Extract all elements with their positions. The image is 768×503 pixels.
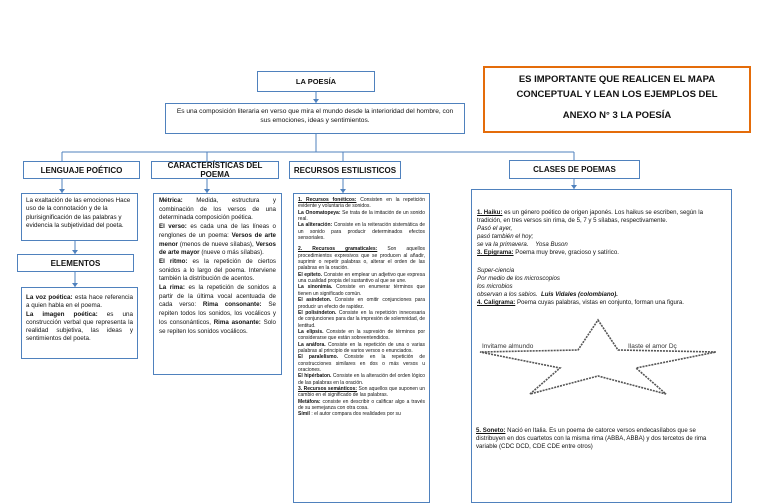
voz-item bbox=[26, 294, 133, 311]
title-text: LA POESÍA bbox=[295, 77, 337, 86]
hiperbaton-term: El hipérbaton. bbox=[298, 373, 332, 380]
simil-item bbox=[298, 411, 425, 417]
elementos-box bbox=[21, 287, 138, 359]
epigrama-author: Luis Vidales (colombiano). bbox=[541, 290, 619, 298]
onomatopeya-text: Se trata de la imitación de un sonido real. bbox=[298, 209, 425, 223]
header-clases bbox=[509, 160, 640, 179]
onomatopeya-item bbox=[298, 210, 425, 223]
epigrama-item bbox=[477, 249, 726, 257]
rima-text: es la repetición de sonidos a partir de la última vocal acentuada de cada verso: bbox=[159, 284, 276, 309]
haiku-text: es un género poético de origen japonés. Los haikus se escriben, según la tradición, en tres versos sin rima, de 5, 7 y 5 sílabas, respectivamente. bbox=[477, 209, 703, 225]
lenguaje-box bbox=[21, 193, 138, 241]
note-line-1: ES IMPORTANTE QUE REALICEN EL MAPA bbox=[518, 74, 716, 85]
semanticos-term: 3. Recursos semánticos: bbox=[298, 385, 358, 392]
caligrama-item bbox=[477, 299, 726, 307]
voz-term: La voz poética: bbox=[26, 294, 73, 301]
caligrama-term: 4. Caligrama: bbox=[477, 298, 516, 306]
asindeton-text: Consiste en omitir conjunciones para producir un efecto de rapidez. bbox=[298, 297, 425, 310]
ritmo-term: El ritmo: bbox=[159, 257, 188, 265]
aliteracion-item bbox=[298, 222, 425, 241]
star-outline bbox=[480, 320, 716, 394]
imagen-text: es una construcción verbal que representa la realidad subjetiva, las ideas y sentimientos del poeta. bbox=[26, 310, 133, 343]
polisindeton-item bbox=[298, 310, 425, 329]
lenguaje-text: La exaltación de las emociones Hace uso de la connotación y de la plurisignificación de las palabras y evidencia la subjetividad del poeta. bbox=[26, 197, 131, 229]
header-clases-text: CLASES DE POEMAS bbox=[533, 165, 616, 174]
gramaticales-term: 2. Recursos gramaticales: bbox=[298, 246, 378, 253]
star-text-left: Invitame almundo bbox=[482, 343, 534, 350]
rima-item bbox=[159, 284, 276, 336]
haiku-example-2: pasó también el hoy; bbox=[477, 233, 534, 241]
sinonimia-text: Consiste en enumerar términos que tienen un significado común. bbox=[298, 284, 426, 297]
caracteristicas-box bbox=[153, 193, 282, 375]
epiteto-term: El epíteto. bbox=[298, 271, 323, 278]
star-text-right: Ilaste el amor Dç bbox=[628, 343, 677, 350]
voz-text: esta hace referencia a quien habla en el poema. bbox=[26, 294, 133, 310]
haiku-example-3: se va la primavera. bbox=[477, 241, 529, 249]
consonante-term: Rima consonante: bbox=[202, 301, 262, 309]
note-line-3: ANEXO N° 3 LA POESÍA bbox=[562, 110, 672, 121]
definition-text: Es una composición literaria en verso que mira el mundo desde la interioridad del hombre, con sus emociones, ideas y sentimientos. bbox=[176, 108, 454, 124]
header-elementos-text: ELEMENTOS bbox=[50, 258, 101, 268]
rima-term: La rima: bbox=[159, 284, 185, 292]
epigrama-example-2: Por medio de los microscopios bbox=[477, 274, 560, 282]
verso-text: es cada una de las líneas o renglones de un poema: bbox=[159, 223, 277, 239]
verso-mayor-term: Versos de arte mayor bbox=[159, 240, 276, 257]
sinonimia-term: La sinonimia. bbox=[298, 284, 333, 291]
header-caracteristicas bbox=[151, 161, 279, 179]
haiku-term: 1. Haiku: bbox=[477, 209, 503, 216]
asindeton-term: El asíndeton. bbox=[298, 297, 332, 304]
fonicos-item bbox=[298, 197, 425, 210]
haiku-author: Yosa Buson bbox=[535, 241, 568, 249]
asonante-text: Solo se repiten los sonidos vocálicos. bbox=[159, 318, 276, 335]
header-recursos-text: RECURSOS ESTILISTICOS bbox=[293, 165, 397, 175]
semanticos-item bbox=[298, 386, 425, 399]
aliteracion-text: Consiste en la reiteración sistemática de un sonido para producir determinados efectos sensoriales. bbox=[298, 222, 426, 242]
fonicos-term: 1. Recursos fonéticos: bbox=[298, 197, 357, 203]
recursos-box bbox=[293, 193, 430, 503]
hiperbaton-text: Consiste en la alteración del orden lógico de las palabras en la oración. bbox=[298, 373, 425, 386]
instruction-note bbox=[483, 66, 751, 133]
title-box bbox=[257, 71, 375, 92]
paralelismo-term: El paralelismo. bbox=[298, 354, 339, 361]
metrica-term: Métrica: bbox=[159, 197, 183, 204]
simil-text: : el autor compara dos realidades por su bbox=[309, 411, 401, 418]
metafora-term: Metáfora: bbox=[298, 398, 321, 405]
anafora-item bbox=[298, 342, 425, 355]
imagen-term: La imagen poética: bbox=[26, 310, 98, 318]
soneto-term: 5. Soneto: bbox=[476, 427, 506, 434]
caligrama-text: Poema cuyas palabras, vistas en conjunto, forman una figura. bbox=[515, 298, 684, 306]
verso-menor-term: Versos de arte menor bbox=[159, 231, 276, 248]
elipsis-item bbox=[298, 329, 425, 342]
verso-menor-text: (menos de nueve sílabas), bbox=[177, 240, 256, 248]
metafora-text: consiste en describir o calificar algo a través de su semejanza con otra cosa. bbox=[298, 398, 425, 411]
header-recursos bbox=[289, 161, 401, 179]
verso-mayor-text: (nueve o más sílabas). bbox=[199, 249, 264, 257]
epigrama-example-4-row bbox=[477, 291, 726, 299]
header-caracteristicas-text: CARACTERÍSTICAS DEL POEMA bbox=[167, 161, 263, 179]
epigrama-text: Poema muy breve, gracioso y satírico. bbox=[513, 249, 619, 257]
ritmo-item bbox=[159, 258, 276, 284]
epigrama-example-4: observan a los sabios. bbox=[477, 290, 538, 298]
fonicos-text: Consisten en la repetición evidente y voluntaria de sonidos. bbox=[298, 197, 425, 210]
epigrama-term: 3. Epigrama: bbox=[477, 249, 514, 257]
verso-item bbox=[159, 223, 276, 258]
definition-box bbox=[165, 103, 465, 134]
polisindeton-term: El polisíndeton. bbox=[298, 309, 337, 316]
haiku-example-1: Pasó el ayer, bbox=[477, 225, 513, 233]
onomatopeya-term: La Onomatopeya: bbox=[298, 209, 341, 216]
aliteracion-term: La aliteración: bbox=[298, 222, 333, 229]
elipsis-text: Consiste en la supresión de términos por considerarse que están sobreentendidos. bbox=[298, 328, 425, 342]
epiteto-text: Consiste en emplear un adjetivo que expresa una cualidad propia del sustantivo al que se une. bbox=[298, 271, 425, 285]
anafora-term: La anáfora. bbox=[298, 341, 326, 348]
metrica-text: Medida, estructura y combinación de los versos de una determinada composición poética. bbox=[159, 197, 276, 222]
soneto-item bbox=[476, 427, 726, 451]
consonante-text: Se repiten todos los sonidos, los vocálicos y los consonánticos, bbox=[159, 301, 276, 326]
simil-term: Símil bbox=[298, 411, 310, 418]
epigrama-example-1: Super-ciencia bbox=[477, 266, 515, 274]
asindeton-item bbox=[298, 297, 425, 310]
metrica-item bbox=[159, 197, 276, 223]
haiku-example-3-row bbox=[477, 241, 726, 249]
paralelismo-item bbox=[298, 354, 425, 373]
header-lenguaje-text: LENGUAJE POÉTICO bbox=[40, 165, 123, 175]
haiku-item bbox=[477, 209, 726, 225]
sinonimia-item bbox=[298, 284, 425, 297]
elipsis-term: La elipsis. bbox=[298, 328, 324, 335]
metafora-item bbox=[298, 399, 425, 412]
epigrama-example-3: los microbios bbox=[477, 282, 513, 290]
paralelismo-text: Consiste en la repetición de construcciones similares en dos o más versos u oraciones. bbox=[298, 354, 425, 373]
soneto-text: Nació en Italia. Es un poema de catorce versos endecasílabos que se distribuyen en dos cuartetos con la misma rima (ABBA, ABBA) y dos tercetos de rima variable (CDC DCD, CDE CDE entre otros) bbox=[476, 427, 707, 451]
caligrama-star-figure bbox=[478, 318, 718, 396]
gramaticales-item bbox=[298, 246, 425, 271]
polisindeton-text: Consiste en la repetición innecesaria de conjunciones para dar la impresión de solemnidad, de lentitud. bbox=[298, 309, 425, 329]
header-lenguaje bbox=[23, 161, 140, 179]
imagen-item bbox=[26, 311, 133, 344]
header-elementos bbox=[17, 254, 134, 272]
semanticos-text: Son aquellos que suponen un cambio en el significado de las palabras. bbox=[298, 385, 425, 399]
note-line-2: CONCEPTUAL Y LEAN LOS EJEMPLOS DEL bbox=[516, 89, 718, 100]
asonante-term: Rima asonante: bbox=[213, 318, 261, 326]
anafora-text: Consiste en la repetición de una o varias palabras al principio de varios versos o enunciados. bbox=[298, 341, 425, 354]
verso-term: El verso: bbox=[159, 223, 187, 231]
ritmo-text: es la repetición de ciertos sonidos a lo largo del poema. Interviene también la distribución de acentos. bbox=[159, 257, 276, 283]
hiperbaton-item bbox=[298, 373, 425, 386]
epiteto-item bbox=[298, 272, 425, 285]
gramaticales-text: Son aquellos procedimientos expresivos que se producen al añadir, suprimir o repetir palabras o, alterar el orden de las palabras en la oración. bbox=[298, 246, 425, 272]
